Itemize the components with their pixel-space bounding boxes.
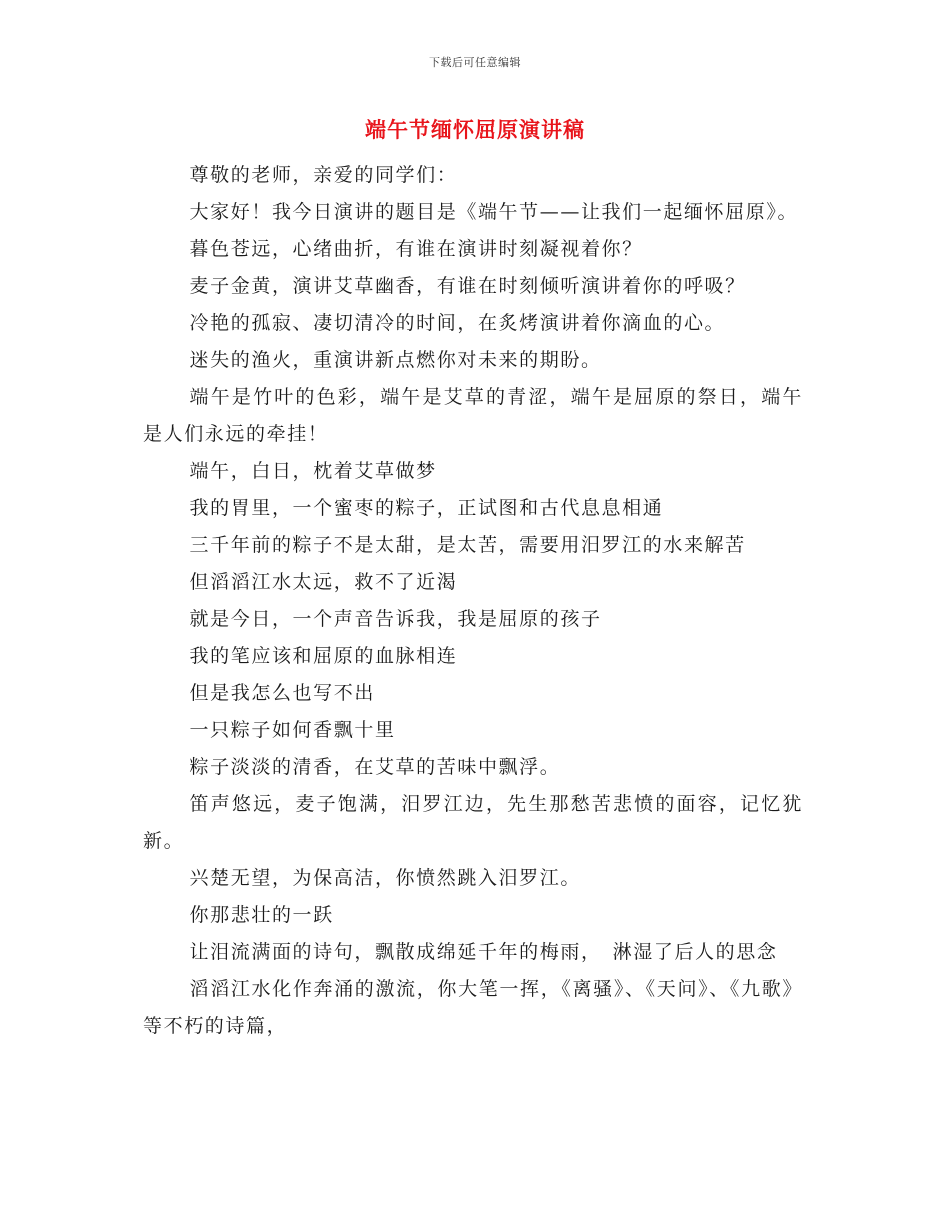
paragraph-greeting: 尊敬的老师，亲爱的同学们： [189,164,458,186]
header-note: 下载后可任意编辑 [429,56,521,69]
paragraph: 三千年前的粽子不是太甜，是太苦，需要用汨罗江的水来解苦 [189,534,746,556]
paragraph: 一只粽子如何香飘十里 [189,719,396,741]
paragraph: 让泪流满面的诗句，飘散成绵延千年的梅雨， 淋湿了后人的思念 [189,941,778,963]
paragraph: 但是我怎么也写不出 [189,682,375,704]
paragraph: 麦子金黄，演讲艾草幽香，有谁在时刻倾听演讲着你的呼吸？ [189,275,746,297]
paragraph-intro: 大家好！我今日演讲的题目是《端午节——让我们一起缅怀屈原》。 [189,201,799,223]
paragraph: 你那悲壮的一跃 [189,904,334,926]
document-title: 端午节缅怀屈原演讲稿 [365,117,585,142]
paragraph: 滔滔江水化作奔涌的激流，你大笔一挥，《离骚》、《天问》、《九歌》等不朽的诗篇， [143,978,803,1037]
paragraph: 笛声悠远，麦子饱满，汨罗江边，先生那愁苦悲愤的面容，记忆犹新。 [143,793,803,852]
paragraph: 就是今日，一个声音告诉我，我是屈原的孩子 [189,608,602,630]
paragraph: 粽子淡淡的清香，在艾草的苦味中飘浮。 [189,756,561,778]
paragraph: 端午是竹叶的色彩，端午是艾草的青涩，端午是屈原的祭日，端午是人们永远的牵挂！ [143,386,803,445]
paragraph: 但滔滔江水太远，救不了近渴 [189,571,458,593]
paragraph: 暮色苍远，心绪曲折，有谁在演讲时刻凝视着你？ [189,238,643,260]
paragraph: 我的胃里，一个蜜枣的粽子，正试图和古代息息相通 [189,497,664,519]
paragraph: 兴楚无望，为保高洁，你愤然跳入汨罗江。 [189,867,581,889]
document-body [143,157,803,1045]
paragraph: 迷失的渔火，重演讲新点燃你对未来的期盼。 [189,349,602,371]
paragraph: 冷艳的孤寂、凄切清冷的时间，在炙烤演讲着你滴血的心。 [189,312,726,334]
paragraph: 我的笔应该和屈原的血脉相连 [189,645,458,667]
paragraph: 端午，白日，枕着艾草做梦 [189,460,437,482]
